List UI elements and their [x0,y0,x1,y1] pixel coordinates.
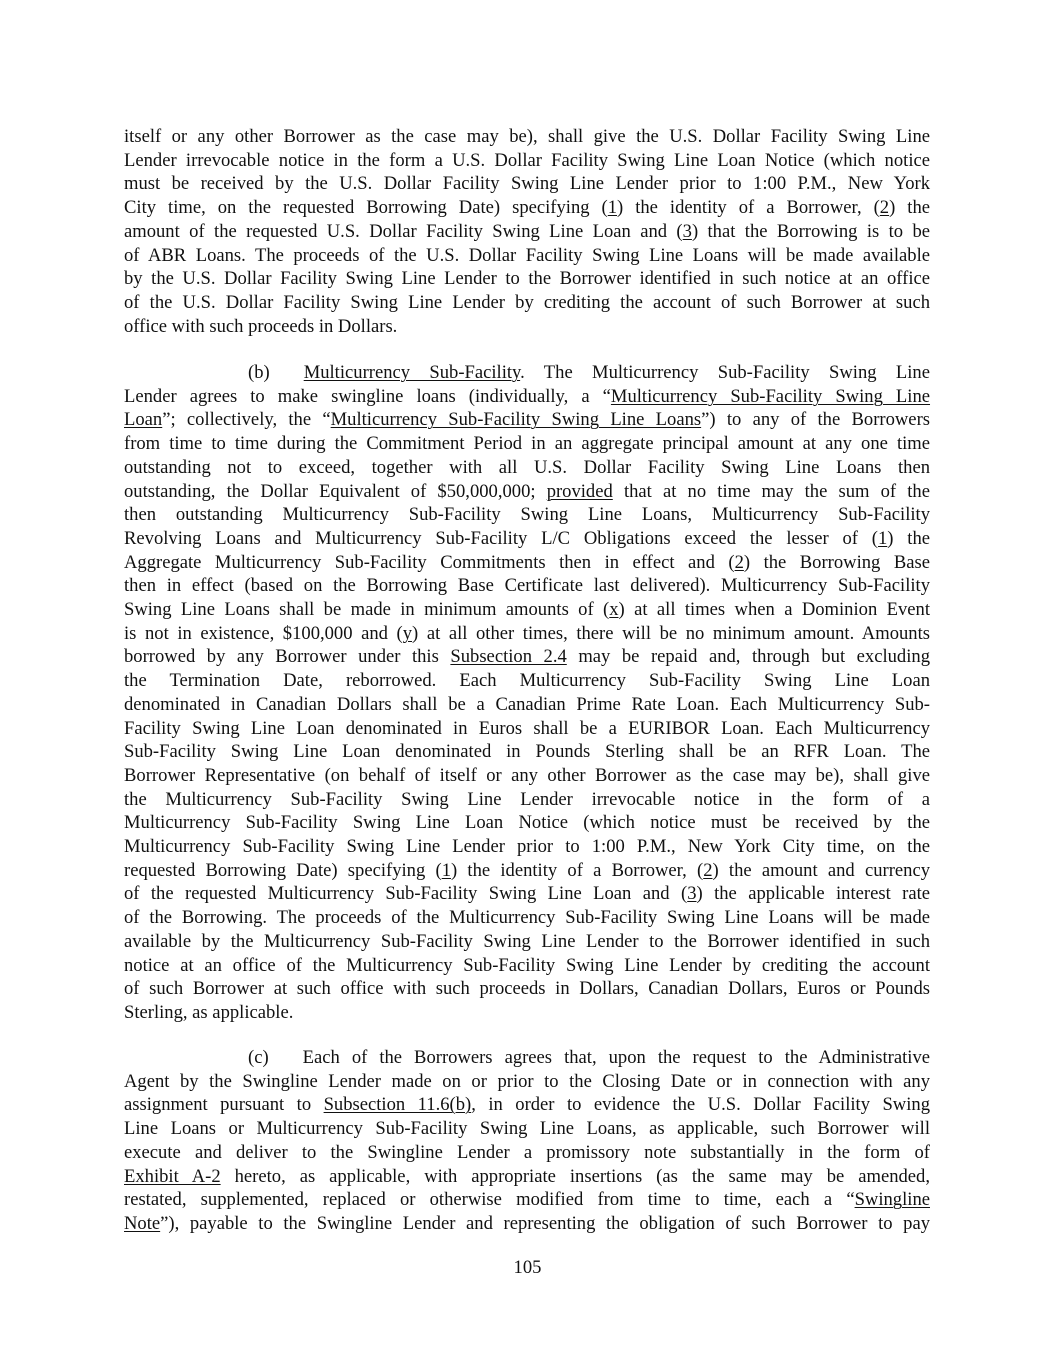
clause-number: 1 [877,527,888,549]
text-line: Exhibit A-2 hereto, as applicable, with appropriate insertions (as the same may be amended, [124,1165,930,1187]
text-line: Borrower Representative (on behalf of itself or any other Borrower as the case may be), shall give [124,764,930,786]
paragraph-heading: Multicurrency Sub-Facility [303,362,521,383]
text-line: is not in existence, $100,000 and (y) at all other times, there will be no minimum amount. Amounts [124,622,930,644]
text-line: Multicurrency Sub-Facility Swing Line Lender prior to 1:00 P.M., New York City time, on the [124,836,930,858]
text-line: of the Borrowing. The proceeds of the Multicurrency Sub-Facility Swing Line Loans will be made [124,907,930,929]
text-line: Facility Swing Line Loan denominated in Euros shall be a EURIBOR Loan. Each Multicurrency [124,717,930,739]
text-line: notice at an office of the Multicurrency Sub-Facility Swing Line Lender by crediting the account [124,954,930,976]
text-line: of the requested Multicurrency Sub-Facility Swing Line Loan and (3) the applicable interest rate [124,883,931,905]
text-line: must be received by the U.S. Dollar Facility Swing Line Lender prior to 1:00 P.M., New York [124,173,930,195]
text-line: Lender irrevocable notice in the form a U.S. Dollar Facility Swing Line Loan Notice (which notice [124,149,930,171]
text-line: then in effect (based on the Borrowing Base Certificate last delivered). Multicurrency Sub-Facility [124,575,930,597]
text-line: assignment pursuant to Subsection 11.6(b), in order to evidence the U.S. Dollar Facility Swing [124,1094,930,1116]
text-line: Revolving Loans and Multicurrency Sub-Facility L/C Obligations exceed the lesser of (1) the [124,527,930,549]
clause-number: 2 [703,859,713,881]
text-line: then outstanding Multicurrency Sub-Facility Swing Line Loans, Multicurrency Sub-Facility [124,504,930,526]
defined-term: Swingline [854,1189,930,1211]
text-line: by the U.S. Dollar Facility Swing Line Lender to the Borrower identified in such notice at an office [124,268,930,290]
defined-term: Note [124,1212,161,1234]
cross-reference: Subsection 2.4 [450,646,567,668]
text-line: Lender agrees to make swingline loans (individually, a “Multicurrency Sub-Facility Swing Line [124,385,931,407]
text-line: of the U.S. Dollar Facility Swing Line Lender by crediting the account of such Borrower at such [124,291,930,313]
text-line: the Termination Date, reborrowed. Each Multicurrency Sub-Facility Swing Line Loan [124,670,930,692]
clause-number: 3 [687,883,697,905]
text-line: denominated in Canadian Dollars shall be a Canadian Prime Rate Loan. Each Multicurrency Sub- [124,693,930,715]
text-line: from time to time during the Commitment Period in an aggregate principal amount at any one time [124,433,930,455]
paragraph-c [124,1046,930,1236]
text-line: restated, supplemented, replaced or otherwise modified from time to time, each a “Swingline [124,1189,930,1211]
clause-number: 2 [879,197,890,219]
text-line: City time, on the requested Borrowing Date) specifying (1) the identity of a Borrower, (2) the [124,197,930,219]
text-line: of ABR Loans. The proceeds of the U.S. Dollar Facility Swing Line Loans will be made available [124,244,930,266]
text-line: borrowed by any Borrower under this Subsection 2.4 may be repaid and, through but excluding [124,646,930,668]
text-line: Line Loans or Multicurrency Sub-Facility Swing Line Loans, as applicable, such Borrower will [124,1118,930,1140]
text-line: Note”), payable to the Swingline Lender and representing the obligation of such Borrower to pay [124,1212,930,1234]
paragraph-b [124,361,930,1025]
text-line: outstanding not to exceed, together with all U.S. Dollar Facility Swing Line Loans then [124,456,930,478]
page-number: 105 [513,1257,542,1278]
text-line: Swing Line Loans shall be made in minimum amounts of (x) at all times when a Dominion Event [124,599,930,621]
clause-number: 3 [682,220,692,242]
defined-term: Loan [124,409,163,431]
text-line: Multicurrency Sub-Facility Swing Line Loan Notice (which notice must be received by the [124,812,930,834]
text-line: of such Borrower at such office with such proceeds in Dollars, Canadian Dollars, Euros or Pounds [124,978,930,1000]
paragraph-label: (c) [248,1047,269,1068]
exhibit-reference: Exhibit A-2 [124,1165,221,1187]
text-line: Aggregate Multicurrency Sub-Facility Commitments then in effect and (2) the Borrowing Base [124,551,930,573]
clause-letter: x [609,599,619,621]
clause-number: 1 [607,197,618,219]
text-line: itself or any other Borrower as the case may be), shall give the U.S. Dollar Facility Swing Line [124,126,930,147]
text-line: Sterling, as applicable. [124,1001,294,1023]
text-line: (c) Each of the Borrowers agrees that, upon the request to the Administrative [248,1047,930,1068]
clause-number: 2 [734,551,744,573]
paragraph-a-continuation [124,125,930,338]
text-line: available by the Multicurrency Sub-Facility Swing Line Lender to the Borrower identified in such [124,930,930,952]
text-line: Sub-Facility Swing Line Loan denominated in Pounds Sterling shall be an RFR Loan. The [124,741,930,763]
clause-letter: y [402,622,413,644]
text-line: outstanding, the Dollar Equivalent of $50,000,000; provided that at no time may the sum of the [124,480,930,502]
text-line: execute and deliver to the Swingline Lender a promissory note substantially in the form of [124,1141,930,1163]
defined-term: Multicurrency Sub-Facility Swing Line Loans [330,409,702,431]
text-line: office with such proceeds in Dollars. [124,315,398,337]
cross-reference: Subsection 11.6(b) [323,1094,472,1116]
text-line: Loan”; collectively, the “Multicurrency Sub-Facility Swing Line Loans”) to any of the Borrowers [124,409,930,431]
paragraph-label: (b) [248,362,270,383]
text-line: the Multicurrency Sub-Facility Swing Line Lender irrevocable notice in the form of a [124,788,930,810]
text-line: requested Borrowing Date) specifying (1) the identity of a Borrower, (2) the amount and currency [124,859,930,881]
text-line: amount of the requested U.S. Dollar Facility Swing Line Loan and (3) that the Borrowing is to be [124,220,930,242]
defined-term: Multicurrency Sub-Facility Swing Line [610,385,931,407]
text-line: Agent by the Swingline Lender made on or prior to the Closing Date or in connection with any [124,1070,930,1092]
clause-number: 1 [441,859,451,881]
provided-term: provided [546,480,613,502]
text-line: (b) Multicurrency Sub-Facility. The Multicurrency Sub-Facility Swing Line [248,362,930,383]
